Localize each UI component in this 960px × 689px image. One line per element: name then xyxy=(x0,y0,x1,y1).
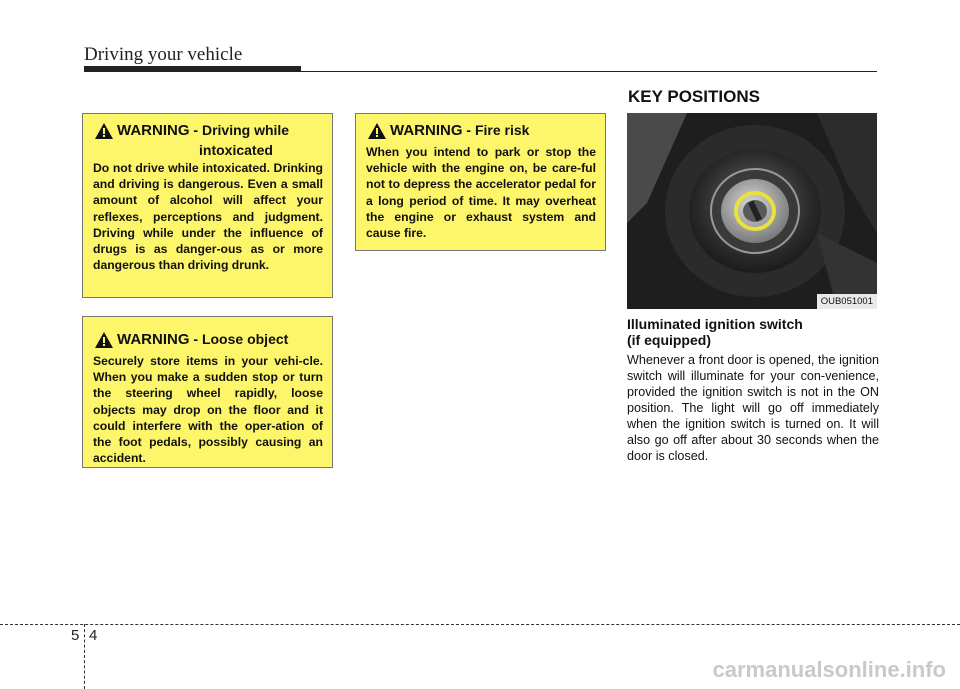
ignition-switch-photo xyxy=(627,113,877,309)
warning-separator: - xyxy=(462,122,475,138)
warning-word: WARNING xyxy=(117,331,190,348)
section-title: KEY POSITIONS xyxy=(628,87,760,106)
warning-title-line2: intoxicated xyxy=(199,142,273,158)
warning-word: WARNING xyxy=(117,122,190,139)
page-header-title: Driving your vehicle xyxy=(84,44,243,65)
ignition-switch-illustration xyxy=(627,113,877,309)
page-number: 4 xyxy=(89,627,98,644)
warning-triangle-icon xyxy=(95,123,113,139)
warning-box-fire-risk xyxy=(355,113,606,251)
warning-separator: - xyxy=(189,331,202,347)
ignition-subheading xyxy=(627,316,879,348)
warning-box-intoxicated xyxy=(82,113,333,298)
warning-heading xyxy=(366,122,596,142)
warning-body: Do not drive while intoxicated. Drinking and driving is dangerous. Even a small amount of alcohol will affect your reflexes, perceptions and judgment. Driving while under the influence of drugs is as danger-ous as or more dangerous than driving drunk. xyxy=(93,161,323,273)
warning-body: When you intend to park or stop the vehicle with the engine on, be care-ful not to depress the accelerator pedal for a long period of time. It may overheat the engine or exhaust system and cause fire. xyxy=(366,145,596,241)
header-rule-thin xyxy=(301,71,877,72)
warning-title: Driving while xyxy=(201,122,290,138)
warning-body: Securely store items in your vehi-cle. When you make a sudden stop or turn the steering wheel rapidly, loose objects may drop on the floor and it could interfere with the oper-ation of the foot pedals, possibly causing an accident. xyxy=(93,354,323,466)
warning-box-loose-object xyxy=(82,316,333,468)
warning-title: Fire risk xyxy=(474,122,530,138)
warning-triangle-icon xyxy=(368,123,386,139)
ignition-subheading-line1: Illuminated ignition switch xyxy=(627,316,803,332)
warning-word: WARNING xyxy=(390,122,463,139)
header-rule-thick xyxy=(84,66,301,72)
ignition-subheading-line2: (if equipped) xyxy=(627,332,711,348)
warning-separator: - xyxy=(189,122,202,138)
watermark-text: carmanualsonline.info xyxy=(712,657,946,682)
footer-rule xyxy=(0,624,960,625)
ignition-body-text: Whenever a front door is opened, the ignition switch will illuminate for your con-venience, provided the ignition switch is not in the ON position. The light will go off immediately when the ignition switch is turned on. It will also go off after about 30 seconds when the door is closed. xyxy=(627,353,879,463)
warning-heading xyxy=(93,122,323,142)
warning-triangle-icon xyxy=(95,332,113,348)
warning-title: Loose object xyxy=(201,331,289,347)
photo-code-label: OUB051001 xyxy=(817,294,877,309)
chapter-number: 5 xyxy=(71,627,80,644)
warning-heading xyxy=(93,331,323,351)
footer-divider xyxy=(84,624,85,689)
